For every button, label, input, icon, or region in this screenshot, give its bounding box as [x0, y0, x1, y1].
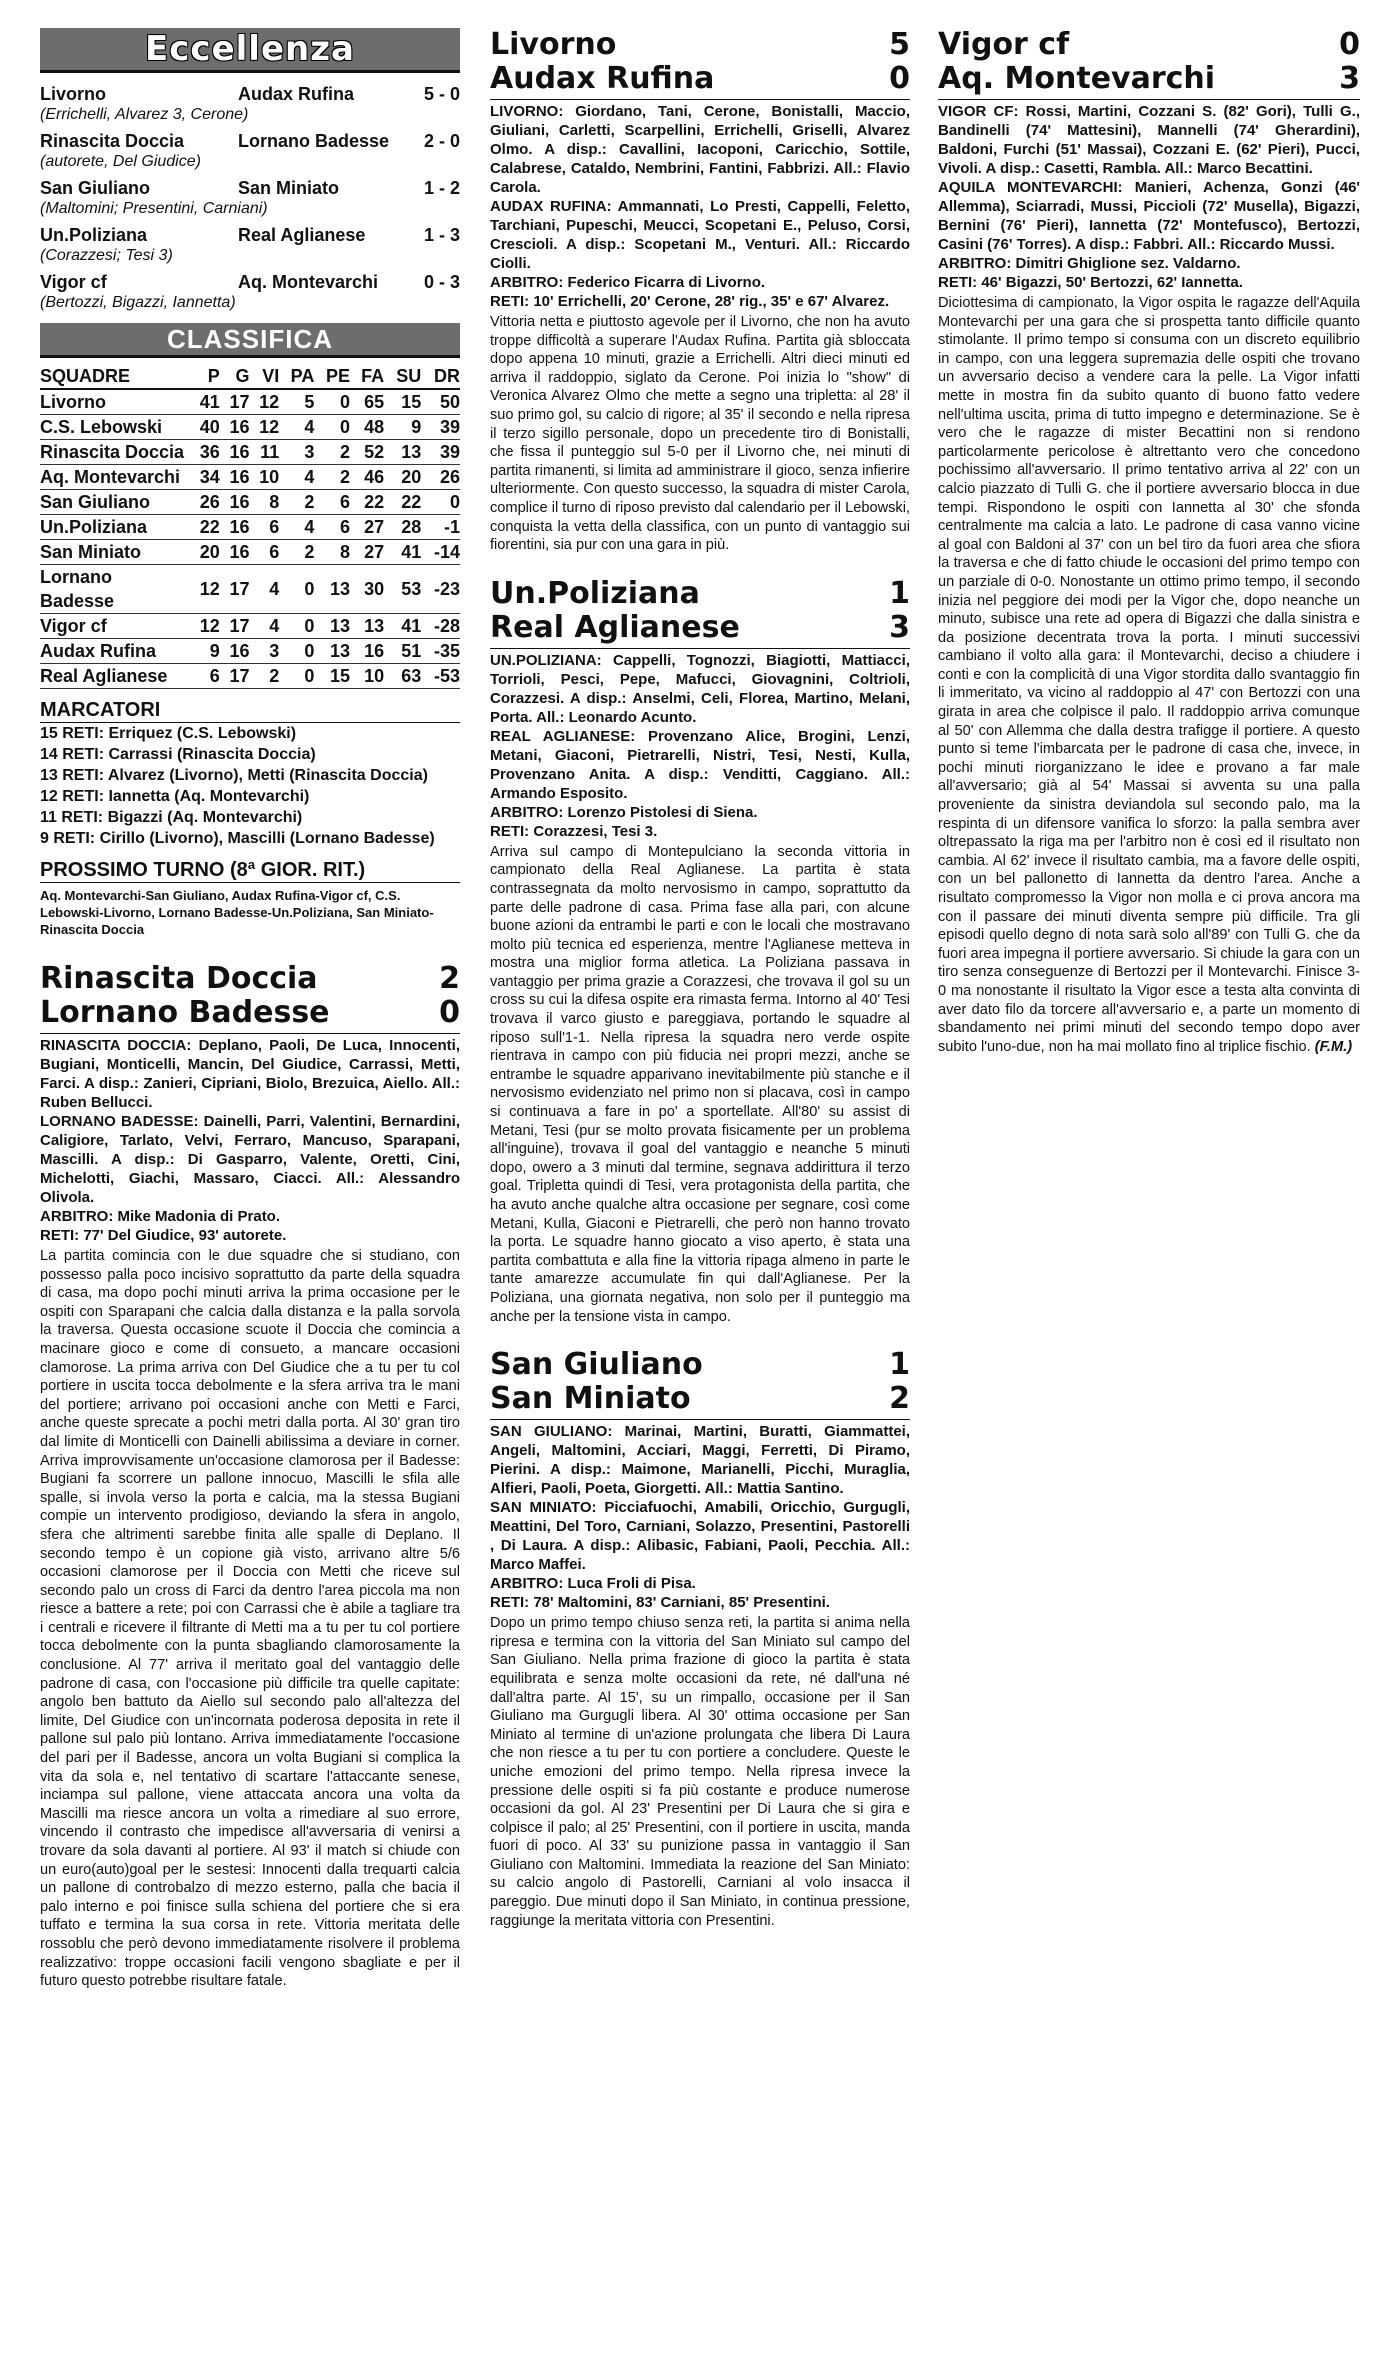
- stat-cell: 10: [249, 465, 279, 490]
- away-lineup: REAL AGLIANESE: Provenzano Alice, Brogini, Lenzi, Metani, Giaconi, Pietrarelli, Nistri, Tesi, Nesti, Kulla, Provenzano Anita. A disp.: Venditti, Caggiano. All.: Armando Esposito.: [490, 727, 910, 802]
- away-lineup: AQUILA MONTEVARCHI: Manieri, Achenza, Gonzi (46' Allemma), Sciarradi, Mussi, Piccioli (72' Musella), Bigazzi, Bernini (76' Pieri), Iannetta (72' Montefusco), Bertozzi, Casini (76' Torres). A disp.: Fabbri. All.: Riccardo Mussi.: [938, 179, 1360, 253]
- stat-cell: 16: [350, 639, 384, 664]
- home-lineup: UN.POLIZIANA: Cappelli, Tognozzi, Biagiotti, Mattiacci, Torrioli, Pesci, Pepe, Mafucci, Giovagnini, Coltrioli, Corazzesi. A disp.: Anselmi, Celi, Florea, Martino, Melani, Porta. All.: Leonardo Acunto.: [490, 651, 910, 726]
- divider: [490, 648, 910, 649]
- home-lineup: RINASCITA DOCCIA: Deplano, Paoli, De Luca, Innocenti, Bugiani, Monticelli, Mancin, Del Giudice, Carrassi, Metti, Farci. A disp.: Zanieri, Cipriani, Biolo, Brezuica, Aiello. All.: Ruben Bellucci.: [40, 1037, 460, 1111]
- home-team: Un.Poliziana: [490, 575, 700, 611]
- stat-cell: 6: [190, 664, 220, 689]
- stat-cell: 53: [384, 565, 421, 614]
- stat-cell: 22: [350, 490, 384, 515]
- team-name: Real Aglianese: [40, 664, 190, 689]
- stat-cell: 17: [220, 664, 250, 689]
- away-team: Aq. Montevarchi: [938, 61, 1216, 96]
- standings-row: [40, 465, 460, 490]
- standings-header: G: [220, 364, 250, 389]
- author-signature: (F.M.): [1314, 1038, 1353, 1055]
- stat-cell: 10: [350, 664, 384, 689]
- match-report: [490, 1348, 910, 1930]
- stat-cell: 17: [220, 389, 250, 415]
- away-score: 3: [889, 609, 910, 645]
- result-item: [40, 175, 460, 219]
- home-team: San Giuliano: [490, 1347, 703, 1383]
- team-name: Un.Poliziana: [40, 515, 190, 540]
- team-name: C.S. Lebowski: [40, 415, 190, 440]
- match-report: [40, 962, 460, 1991]
- standings-row: [40, 664, 460, 689]
- standings-row: [40, 540, 460, 565]
- stat-cell: 4: [249, 565, 279, 614]
- stat-cell: 9: [190, 639, 220, 664]
- stat-cell: 6: [314, 490, 350, 515]
- match-report: [490, 577, 910, 1326]
- stat-cell: 13: [350, 614, 384, 639]
- stat-cell: 13: [314, 565, 350, 614]
- stat-cell: 27: [350, 540, 384, 565]
- standings-row: [40, 415, 460, 440]
- home-team: Rinascita Doccia: [40, 131, 185, 151]
- stat-cell: 52: [350, 440, 384, 465]
- home-lineup: VIGOR CF: Rossi, Martini, Cozzani S. (82' Gori), Tulli G., Bandinelli (74' Mattesini), Mannelli (74' Gherardini), Baldoni, Furchi (51' Massai), Cozzani E. (62' Pieri), Pucci, Vivoli. A disp.: Casetti, Rambla. All.: Marco Becattini.: [938, 103, 1360, 177]
- stat-cell: 36: [190, 440, 220, 465]
- marcatori-list: [40, 723, 460, 849]
- away-lineup: LORNANO BADESSE: Dainelli, Parri, Valentini, Bernardini, Caligiore, Tarlato, Velvi, Ferraro, Mancuso, Sparapani, Mascilli. A disp.: Di Gasparro, Valente, Oretti, Cini, Michelotti, Giachi, Massaro, Ciacci. All.: Alessandro Olivola.: [40, 1113, 460, 1206]
- score: 1 - 3: [423, 225, 460, 245]
- score: 1 - 2: [423, 178, 460, 198]
- standings-row: [40, 639, 460, 664]
- stat-cell: 0: [279, 614, 314, 639]
- marcatori-line: 11 RETI: Bigazzi (Aq. Montevarchi): [40, 809, 303, 826]
- referee: ARBITRO: Dimitri Ghiglione sez. Valdarno.: [938, 255, 1241, 272]
- away-score: 2: [889, 1381, 910, 1417]
- away-team: Lornano Badesse: [40, 995, 330, 1030]
- referee: ARBITRO: Lorenzo Pistolesi di Siena.: [490, 803, 758, 821]
- column-left: [40, 28, 460, 1991]
- standings-row: [40, 614, 460, 639]
- stat-cell: 4: [249, 614, 279, 639]
- results-list: [40, 81, 460, 313]
- home-team: San Giuliano: [40, 178, 151, 198]
- stat-cell: 41: [384, 540, 421, 565]
- stat-cell: 0: [314, 389, 350, 415]
- home-score: 1: [889, 575, 910, 611]
- stat-cell: 2: [249, 664, 279, 689]
- standings-header: PE: [314, 364, 350, 389]
- stat-cell: -28: [421, 614, 460, 639]
- team-name: San Miniato: [40, 540, 190, 565]
- standings-table: [40, 364, 460, 689]
- stat-cell: 4: [279, 465, 314, 490]
- referee: ARBITRO: Mike Madonia di Prato.: [40, 1208, 281, 1225]
- article-body: [938, 294, 1360, 1056]
- stat-cell: 30: [350, 565, 384, 614]
- stat-cell: 3: [249, 639, 279, 664]
- stat-cell: 40: [190, 415, 220, 440]
- stat-cell: 12: [249, 389, 279, 415]
- stat-cell: 20: [190, 540, 220, 565]
- stat-cell: 17: [220, 614, 250, 639]
- stat-cell: -14: [421, 540, 460, 565]
- result-item: [40, 222, 460, 266]
- match-report: [490, 28, 910, 555]
- stat-cell: 6: [314, 515, 350, 540]
- stat-cell: 17: [220, 565, 250, 614]
- stat-cell: 51: [384, 639, 421, 664]
- match-report: [938, 28, 1360, 1056]
- away-score: 3: [1339, 61, 1360, 96]
- away-score: 0: [439, 995, 460, 1030]
- stat-cell: 16: [220, 465, 250, 490]
- standings-row: [40, 389, 460, 415]
- stat-cell: 5: [279, 389, 314, 415]
- home-lineup: SAN GIULIANO: Marinai, Martini, Buratti, Giammattei, Angeli, Maltomini, Acciari, Maggi, Ferretti, Di Piramo, Pierini. A disp.: Maimone, Marianelli, Picchi, Muraglia, Alfieri, Paoli, Poeta, Giorgetti. All.: Mattia Santino.: [490, 1423, 910, 1498]
- home-score: 1: [889, 1347, 910, 1383]
- stat-cell: 3: [279, 440, 314, 465]
- home-team: Vigor cf: [938, 27, 1070, 62]
- stat-cell: 15: [384, 389, 421, 415]
- scorers: (Maltomini; Presentini, Carniani): [40, 200, 268, 217]
- result-item: [40, 81, 460, 125]
- goals: RETI: 78' Maltomini, 83' Carniani, 85' Presentini.: [490, 1594, 830, 1612]
- home-lineup: LIVORNO: Giordano, Tani, Cerone, Bonistalli, Maccio, Giuliani, Carletti, Scarpellini, Errichelli, Griselli, Alvarez Olmo. A disp.: Cavallini, Iacoponi, Caricchio, Sottile, Calabrese, Cataldo, Nembrini, Fantini, Fabbrizi. All.: Flavio Carola.: [490, 103, 910, 196]
- stat-cell: 11: [249, 440, 279, 465]
- away-team: San Miniato: [490, 1381, 691, 1417]
- team-name: Lornano Badesse: [40, 565, 190, 614]
- divider: [490, 1419, 910, 1420]
- stat-cell: -23: [421, 565, 460, 614]
- divider: [490, 99, 910, 100]
- stat-cell: 16: [220, 540, 250, 565]
- stat-cell: 48: [350, 415, 384, 440]
- home-team: Un.Poliziana: [40, 225, 148, 245]
- column-middle: [490, 28, 910, 1930]
- scorers: (Corazzesi; Tesi 3): [40, 247, 173, 264]
- stat-cell: 6: [249, 515, 279, 540]
- stat-cell: 8: [314, 540, 350, 565]
- away-team: Real Aglianese: [490, 609, 740, 645]
- stat-cell: 2: [279, 540, 314, 565]
- referee: ARBITRO: Luca Froli di Pisa.: [490, 1575, 696, 1593]
- divider: [40, 1033, 460, 1034]
- prossimo-title: PROSSIMO TURNO (8ª GIOR. RIT.): [40, 859, 460, 883]
- stat-cell: 63: [384, 664, 421, 689]
- standings-header: FA: [350, 364, 384, 389]
- team-name: Livorno: [40, 389, 190, 415]
- marcatori-line: 14 RETI: Carrassi (Rinascita Doccia): [40, 746, 316, 763]
- stat-cell: 20: [384, 465, 421, 490]
- standings-header: PA: [279, 364, 314, 389]
- article-body: La partita comincia con le due squadre che si studiano, con possesso palla poco incisivo soprattutto da parte della squadra di casa, ma dopo pochi minuti arriva la prima occasione per le ospiti con Sparapani che calcia dalla distanza e la palla sorvola la traversa. Questa occasione scuote il Doccia che comincia a macinare gioco e come di consueto, a mancare occasioni clamorose. La prima arriva con Del Giudice che a tu per tu col portiere in uscita tocca debolmente e la sfera arriva tra le mani del portiere; arrivano poi occasioni anche con Metti e Farci, anche queste sprecate a pochi metri dalla porta. Al 30' gran tiro dal limite di Monticelli con Dainelli abilissima a deviare in corner. Arriva improvvisamente un'occasione clamorosa per il Badesse: Bugiani fa scorrere un pallone innocuo, Mascilli le sfila alle spalle, si invola verso la porta e calcia, ma la stessa Bugiani compie un intervento prodigioso, deviando la sfera in angolo, sfera che altrimenti sarebbe finita alle spalle di Deplano. Il secondo tempo è un copione già visto, arrivano altre 5/6 occasioni clamorose per il Doccia con Metti che riceve sul secondo palo un cross di Farci da dentro l'area piccola ma non riesce a battere a rete; poi con Carrassi che è abile a tagliare tra i centrali e ricevere il filtrante di Metti ma a tu per tu col portiere tocca debolmente con la punta sbagliando clamorosamente la conclusione. Al 77' arriva il meritato goal del vantaggio delle padrone di casa, con l'occasione più difficile tra quelle capitate: angolo ben battuto da Aiello sul secondo palo all'altezza del limite, Del Giudice con un'incornata poderosa deposita in rete il pallone sul palo più lontano. Arriva immediatamente l'occasione del pari per il Badesse, ancora un volta Bugiani si complica la vita da sola e, nel tentativo di scartare l'attaccante senese, inciampa sul pallone, viene attaccata ancora una volta da Mascilli ma riesce ancora un volta a rimediare al suo errore, vincendo il contrasto che impedisce all'avversaria di venirsi a trovare da sola davanti al portiere. Al 93' il match si chiude con un euro(auto)goal per le sestesi: Innocenti dalla trequarti calcia un pallone di controbalzo di mezzo esterno, palla che bacia il palo interno e poi finisce sulla schiena del portiere che si era tuffato e termina la sua corsa in rete. Vittoria meritata delle rossoblu che però devono immediatamente risolvere il problema realizzativo: troppe occasioni facili vengono sbagliate e per il futuro questo potrebbe risultare fatale.: [40, 1248, 460, 1990]
- stat-cell: 41: [384, 614, 421, 639]
- stat-cell: 34: [190, 465, 220, 490]
- scorers: (autorete, Del Giudice): [40, 153, 201, 170]
- away-team: Audax Rufina: [238, 84, 355, 104]
- standings-row: [40, 515, 460, 540]
- marcatori-line: 13 RETI: Alvarez (Livorno), Metti (Rinascita Doccia): [40, 767, 428, 784]
- stat-cell: 65: [350, 389, 384, 415]
- stat-cell: 2: [279, 490, 314, 515]
- stat-cell: 26: [190, 490, 220, 515]
- stat-cell: 46: [350, 465, 384, 490]
- team-name: San Giuliano: [40, 490, 190, 515]
- stat-cell: 16: [220, 490, 250, 515]
- home-team: Rinascita Doccia: [40, 961, 318, 996]
- goals: RETI: 10' Errichelli, 20' Cerone, 28' rig., 35' e 67' Alvarez.: [490, 293, 890, 310]
- stat-cell: 0: [421, 490, 460, 515]
- stat-cell: 39: [421, 440, 460, 465]
- scorers: (Bertozzi, Bigazzi, Iannetta): [40, 294, 236, 311]
- referee: ARBITRO: Federico Ficarra di Livorno.: [490, 274, 766, 291]
- stat-cell: 26: [421, 465, 460, 490]
- article-text: Diciottesima di campionato, la Vigor ospita le ragazze dell'Aquila Montevarchi per una gara che si prospetta tanto difficile quanto stimolante. Il primo tempo si consuma con un discreto equilibrio in campo, con una leggera supremazia delle ospiti che trovano un avversario deciso a vendere cara la pelle. La Vigor infatti mette in mostra fin da subito quanto di buono fatto vedere nell'ultima uscita, prima di tutto impegno e determinazione. Se è vero che le ragazze di mister Becattini non si rendono particolarmente pericolose è altrettanto vero che concedono pochissimo all'avversario. Il primo tentativo arriva al 22' con un calcio piazzato di Tulli G. che il portiere avversario blocca in due tempi. Rispondono le ospiti con Iannetta al 30' che sfonda centralmente ma calcia a lato. Le padrone di casa vanno vicine al goal con Baldoni al 37' con un bel tiro da fuori area che sfiora la traversa e che di fatto chiude le occasioni del primo tempo con un parziale di 0-0. Nonostante un ottimo primo tempo, il secondo inizia nel peggiore dei modi per la Vigor che, dopo neanche un minuto, subisce una rete ad opera di Bigazzi che dalla sinistra e da posizione decentrata trova la porta. I minuti successivi cambiano il volto alla gara: il Montevarchi, deciso a chiudere i conti e con la complicità di una Vigor stordita dallo svantaggio fin li immeritato, va vicino al raddoppio al 47' con Bertozzi con una girata in area che colpisce il palo. Il raddoppio arriva comunque al 50' con Allemma che dalla destra trafigge il portiere. A questo punto si teme l'imbarcata per le padrone di casa che, invece, in pochi minuti riorganizzano le idee e provano a far male all'avversario; già al 54' Massai si avventa su una palla proveniente da sinistra deviandola sul secondo palo, ma la respinta di un difensore vanifica lo sforzo: la palla sembra aver oltrepassato la riga ma per l'arbitro non è così ed il risultato non cambia. Al 62' invece il risultato cambia, ma a favore delle ospiti, con un bel pallonetto di Iannetta da dentro l'area. Anche a risultato compromesso la Vigor non molla e ci prova ancora ma con il passare dei minuti diventa sempre più difficile. Tra gli episodi quello degno di nota sarà solo all'89' con Tulli G. che da fuori area impegna il portiere avversario. Si chiude la gara con un tiro senza conseguenze di Bertozzi per il Montevarchi. Finisce 3-0 ma nonostante il risultato la Vigor esce a testa alta convinta di aver dato filo da torcere all'avversario e, a parte un momento di sbandamento nei primi minuti del secondo tempo dopo aver subito l'uno-due, non ha mai mollato fino al triplice fischio.: [938, 295, 1360, 1055]
- stat-cell: 22: [190, 515, 220, 540]
- standings-row: [40, 440, 460, 465]
- stat-cell: 50: [421, 389, 460, 415]
- stat-cell: 13: [314, 639, 350, 664]
- stat-cell: 0: [279, 664, 314, 689]
- stat-cell: -53: [421, 664, 460, 689]
- stat-cell: -35: [421, 639, 460, 664]
- stat-cell: 16: [220, 415, 250, 440]
- scorers: (Errichelli, Alvarez 3, Cerone): [40, 106, 249, 123]
- away-team: Audax Rufina: [490, 61, 715, 96]
- home-team: Vigor cf: [40, 272, 107, 292]
- standings-title: CLASSIFICA: [40, 323, 460, 358]
- prossimo-text: Aq. Montevarchi-San Giuliano, Audax Rufina-Vigor cf, C.S. Lebowski-Livorno, Lornano Badesse-Un.Poliziana, San Miniato-Rinascita Doccia: [40, 888, 434, 937]
- team-name: Vigor cf: [40, 614, 190, 639]
- goals: RETI: Corazzesi, Tesi 3.: [490, 822, 658, 840]
- home-score: 0: [1339, 27, 1360, 62]
- stat-cell: 2: [314, 440, 350, 465]
- stat-cell: 8: [249, 490, 279, 515]
- away-team: Real Aglianese: [238, 225, 366, 245]
- marcatori-line: 15 RETI: Erriquez (C.S. Lebowski): [40, 725, 297, 742]
- stat-cell: -1: [421, 515, 460, 540]
- score: 5 - 0: [423, 84, 460, 104]
- article-body: Vittoria netta e piuttosto agevole per il Livorno, che non ha avuto troppe difficoltà a superare l'Audax Rufina. Partita già sbloccata dopo appena 10 minuti, grazie a Errichelli. Altri dieci minuti ed arriva il raddoppio, siglato da Cerone. Poi inizia lo "show" di Veronica Alvarez Olmo che mette a segno una tripletta: al 28' il suo primo gol, su calcio di rigore; al 35' il secondo e nella ripresa il terzo sigillo personale, dopo un precedente tiro di Bonistalli, che fissa il punteggio sul 5-0 per il Livorno che, nei minuti di partita rimanenti, si limita ad amministrare il gioco, senza infierire ulteriormente. Con questo successo, la squadra di mister Carola, complice il turno di riposo previsto dal calendario per il Lebowski, conquista la vetta della classifica, con un punto di vantaggio sui fiorentini, sia pur con una gara in più.: [490, 314, 910, 554]
- stat-cell: 2: [314, 465, 350, 490]
- standings-row: [40, 490, 460, 515]
- result-item: [40, 269, 460, 313]
- stat-cell: 12: [249, 415, 279, 440]
- team-name: Rinascita Doccia: [40, 440, 190, 465]
- marcatori-title: MARCATORI: [40, 699, 460, 723]
- home-team: Livorno: [490, 27, 617, 62]
- score: 0 - 3: [423, 272, 460, 292]
- stat-cell: 6: [249, 540, 279, 565]
- stat-cell: 0: [279, 565, 314, 614]
- stat-cell: 12: [190, 565, 220, 614]
- home-score: 5: [889, 27, 910, 62]
- score: 2 - 0: [423, 131, 460, 151]
- home-team: Livorno: [40, 84, 106, 104]
- stat-cell: 16: [220, 515, 250, 540]
- team-name: Audax Rufina: [40, 639, 190, 664]
- away-team: San Miniato: [238, 178, 340, 198]
- stat-cell: 12: [190, 614, 220, 639]
- goals: RETI: 77' Del Giudice, 93' autorete.: [40, 1227, 287, 1244]
- stat-cell: 15: [314, 664, 350, 689]
- stat-cell: 16: [220, 440, 250, 465]
- column-right: [938, 28, 1360, 1056]
- away-lineup: AUDAX RUFINA: Ammannati, Lo Presti, Cappelli, Feletto, Tarchiani, Pupeschi, Meucci, Scopetani E., Peluso, Corsi, Crescioli. A disp.: Scopetani M., Venturi. All.: Riccardo Ciolli.: [490, 198, 910, 272]
- result-item: [40, 128, 460, 172]
- stat-cell: 4: [279, 515, 314, 540]
- stat-cell: 13: [384, 440, 421, 465]
- home-score: 2: [439, 961, 460, 996]
- stat-cell: 22: [384, 490, 421, 515]
- stat-cell: 0: [279, 639, 314, 664]
- stat-cell: 13: [314, 614, 350, 639]
- article-body: Arriva sul campo di Montepulciano la seconda vittoria in campionato della Real Aglianese. La partita è stata contrassegnata da molto nervosismo in campo, soprattutto da parte delle padrone di casa. Prima fase alla pari, con alcune buone azioni da entrambi le parti e con le locali che mostravano molto più tecnica ed esperienza, mentre l'Aglianese metteva in mostra una miglior forma atletica. La Poliziana passava in vantaggio per prima grazie a Corazzesi, che trovava il gol su un cross su cui la difesa ospite era rimasta ferma. Intorno al 40' Tesi trovava il varco giusto e pareggiava, portando le squadre al riposo sull'1-1. Nella ripresa la squadra nero verde ospite rientrava in campo con più fiducia nei propri mezzi, anche se entrambe le squadre apparivano inevitabilmente più stanche e il nervosismo evidenziato nel primo non si placava, così in campo si continuava a fare in po' a sportellate. All'80' su assist di Metani, Tesi (pur se molto provata fisicamente per un problema all'inguine), trovava il goal del vantaggio e neanche 5 minuti dopo, owero a 3 minuti dal termine, segnava addirittura il terzo goal. Tripletta quindi di Tesi, vera protagonista della partita, che ha avuto anche qualche altra occasione per segnare, così come Metani, Kulla, Giaconi e Pietrarelli, che però non hanno trovato la porta. Le squadre hanno giocato a viso aperto, è stata una partita combattuta e alla fine la vittoria ripaga almeno in parte le tante amarezze accumulate fin qui dall'Aglianese. Per la Poliziana, una giornata negativa, non solo per il punteggio ma anche per la tensione vista in campo.: [490, 843, 910, 1325]
- marcatori-line: 9 RETI: Cirillo (Livorno), Mascilli (Lornano Badesse): [40, 830, 435, 847]
- stat-cell: 9: [384, 415, 421, 440]
- away-team: Lornano Badesse: [238, 131, 390, 151]
- stat-cell: 0: [314, 415, 350, 440]
- stat-cell: 41: [190, 389, 220, 415]
- standings-header: SU: [384, 364, 421, 389]
- team-name: Aq. Montevarchi: [40, 465, 190, 490]
- divider: [938, 99, 1360, 100]
- stat-cell: 39: [421, 415, 460, 440]
- standings-header: P: [190, 364, 220, 389]
- standings-header: VI: [249, 364, 279, 389]
- marcatori-line: 12 RETI: Iannetta (Aq. Montevarchi): [40, 788, 310, 805]
- goals: RETI: 46' Bigazzi, 50' Bertozzi, 62' Iannetta.: [938, 274, 1243, 291]
- stat-cell: 16: [220, 639, 250, 664]
- away-score: 0: [889, 61, 910, 96]
- section-title: Eccellenza: [40, 28, 460, 73]
- stat-cell: 27: [350, 515, 384, 540]
- stat-cell: 28: [384, 515, 421, 540]
- standings-header: SQUADRE: [40, 364, 190, 389]
- article-body: Dopo un primo tempo chiuso senza reti, la partita si anima nella ripresa e termina con la vittoria del San Miniato sul campo del San Giuliano. Nella prima frazione di gioco la partita è stata equilibrata e senza molte occasioni da rete, né dall'una né dall'altra parte. Al 15', su un rimpallo, occasione per il San Giuliano ma Gurgugli libera. Al 30' ottima occasione per San Miniato al termine di un'azione prolungata che libera Di Laura che non riesce a tu per tu con portiere a concludere. Queste le uniche emozioni del primo tempo. Nella ripresa invece la pressione delle ospiti si fa più costante e produce numerose occasioni da gol. Al 23' Presentini per Di Laura che si gira e colpisce il palo; al 25' Presentini, con il portiere in uscita, manda fuori di poco. Al 33' su punizione passa in vantaggio il San Giuliano con Maltomini. Immediata la reazione del San Miniato: su calcio angolo di Pastorelli, Carniani al volo insacca il pareggio. Due minuti dopo il San Miniato, in continua pressione, raggiunge la meritata vittoria con Presentini.: [490, 1615, 910, 1929]
- away-team: Aq. Montevarchi: [238, 272, 379, 292]
- stat-cell: 4: [279, 415, 314, 440]
- standings-header: DR: [421, 364, 460, 389]
- away-lineup: SAN MINIATO: Picciafuochi, Amabili, Oricchio, Gurgugli, Meattini, Del Toro, Carniani, Solazzo, Presentini, Pastorelli , Di Laura. A disp.: Alibasic, Fabiani, Paoli, Pecchia. All.: Marco Maffei.: [490, 1499, 910, 1574]
- standings-row: [40, 565, 460, 614]
